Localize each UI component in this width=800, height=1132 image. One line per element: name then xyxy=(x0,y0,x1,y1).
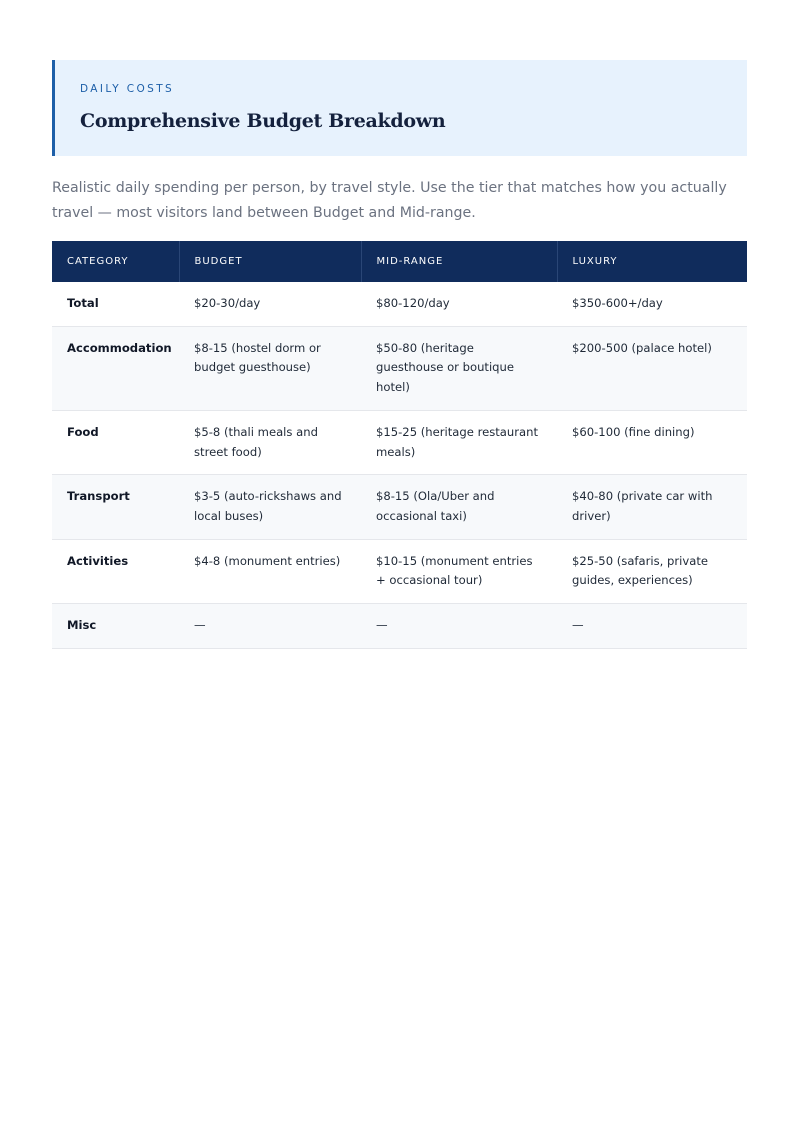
section-title: Comprehensive Budget Breakdown xyxy=(80,110,446,132)
table-row xyxy=(52,282,747,326)
cell-mid-range: — xyxy=(361,604,557,649)
section-callout xyxy=(52,60,747,156)
budget-table xyxy=(52,241,747,649)
header-luxury: LUXURY xyxy=(557,241,747,282)
cell-budget: — xyxy=(179,604,361,649)
table-row xyxy=(52,410,747,474)
cell-luxury: $350-600+/day xyxy=(557,282,747,326)
row-category: Total xyxy=(52,282,179,326)
row-category: Food xyxy=(52,410,179,474)
intro-paragraph: Realistic daily spending per person, by travel style. Use the tier that matches how you actually travel — most visitors land between Budget and Mid-range. xyxy=(52,180,727,221)
cell-mid-range: $50-80 (heritage guesthouse or boutique hotel) xyxy=(361,326,557,410)
cell-mid-range: $10-15 (monument entries + occasional tour) xyxy=(361,539,557,603)
cell-budget: $20-30/day xyxy=(179,282,361,326)
header-budget: BUDGET xyxy=(179,241,361,282)
row-category: Transport xyxy=(52,475,179,539)
table-row xyxy=(52,604,747,649)
cell-budget: $3-5 (auto-rickshaws and local buses) xyxy=(179,475,361,539)
cell-mid-range: $8-15 (Ola/Uber and occasional taxi) xyxy=(361,475,557,539)
table-row xyxy=(52,326,747,410)
cell-budget: $5-8 (thali meals and street food) xyxy=(179,410,361,474)
table-row xyxy=(52,539,747,603)
table-header xyxy=(52,241,747,282)
cell-luxury: — xyxy=(557,604,747,649)
section-eyebrow: DAILY COSTS xyxy=(80,83,175,95)
cell-luxury: $60-100 (fine dining) xyxy=(557,410,747,474)
cell-luxury: $40-80 (private car with driver) xyxy=(557,475,747,539)
row-category: Accommodation xyxy=(52,326,179,410)
header-mid-range: MID-RANGE xyxy=(361,241,557,282)
cell-luxury: $200-500 (palace hotel) xyxy=(557,326,747,410)
cell-budget: $8-15 (hostel dorm or budget guesthouse) xyxy=(179,326,361,410)
row-category: Misc xyxy=(52,604,179,649)
header-category: CATEGORY xyxy=(52,241,179,282)
row-category: Activities xyxy=(52,539,179,603)
cell-budget: $4-8 (monument entries) xyxy=(179,539,361,603)
cell-mid-range: $80-120/day xyxy=(361,282,557,326)
table-header-row xyxy=(52,241,747,282)
cell-mid-range: $15-25 (heritage restaurant meals) xyxy=(361,410,557,474)
table-row xyxy=(52,475,747,539)
page xyxy=(52,60,747,649)
cell-luxury: $25-50 (safaris, private guides, experiences) xyxy=(557,539,747,603)
table-body xyxy=(52,282,747,648)
